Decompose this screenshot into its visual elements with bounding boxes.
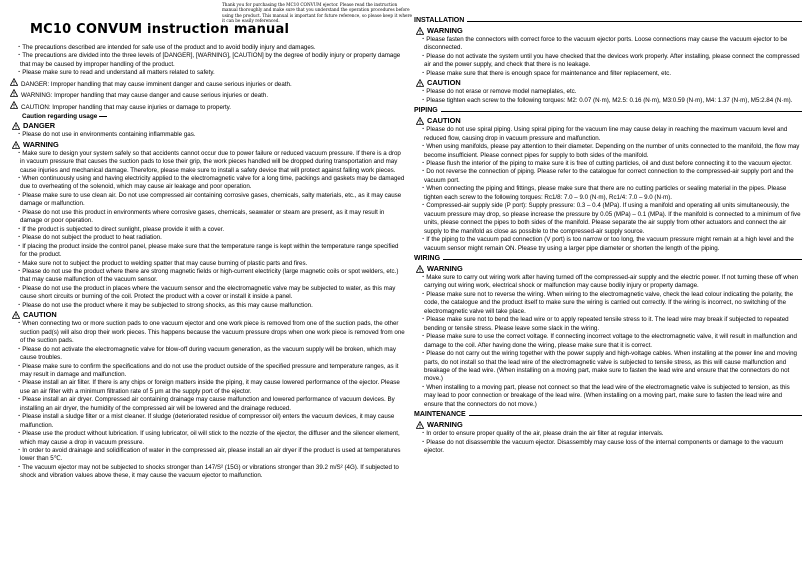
warning-triangle-icon bbox=[10, 101, 18, 109]
piping-caution-item: ・If the piping to the vacuum pad connection (V port) is too narrow or too long, the vacuum pressure might remain at a high level and the vacuum sensor might remain ON. Please try using a larger pipe diameter or shorten the length of the piping. bbox=[420, 236, 794, 252]
intro-item: ・Please make sure to read and understand all matters related to safety. bbox=[16, 69, 215, 77]
warning-triangle-icon bbox=[416, 265, 424, 273]
wiring-warning-item: ・Please make sure not to bend the lead wire or to apply repeated tensile stress to it. The lead wire may break if subjected to repeated bending or tensile stress. Please leave some slack in the wiring. bbox=[420, 316, 789, 332]
wiring-warning-label: WARNING bbox=[414, 264, 802, 274]
warning-item: ・Please do not use the product in places where the vacuum sensor and the electromagnetic valve may be subjected to water, as this may cause short circuits or burning of the coil. Protect the product with a cover or install it inside a panel. bbox=[16, 284, 396, 301]
piping-caution-item: ・When using manifolds, please pay attention to their diameter. Depending on the number of units connected to the manifold, the flow may become insufficient. Please connect pipes for supply to both sides of the manifold. bbox=[420, 143, 800, 159]
piping-heading: PIPING bbox=[414, 105, 802, 116]
installation-warning-item: ・Please do not activate the system until you have checked that the devices work properly. After installing, please connect the compressed air and the power supply, and check that there is no leakage. bbox=[420, 52, 800, 69]
left-column bbox=[10, 0, 412, 481]
warning-item: ・Make sure to design your system safely so that accidents cannot occur due to power failure or reduced vacuum pressure. If there is a drop in vacuum pressure that causes the suction pads to lose their grip, the work pieces handled will be dropped during transportation and may cause injuries and mechanical damage. Therefore, please make sure to install a safety device that will protect against falling work pieces. bbox=[16, 149, 401, 174]
thanks-note: Thank you for purchasing the MC10 CONVUM ejector. Please read the instruction manual thoroughly and make sure that you understand the operation procedures before using the product. This manual is important for future reference, so please keep it where it can be easily referenced. bbox=[222, 2, 412, 23]
level-danger: DANGER: Improper handling that may cause imminent danger and cause serious injuries or death. bbox=[10, 78, 406, 89]
warning-triangle-icon bbox=[12, 122, 20, 130]
header bbox=[10, 0, 412, 44]
intro bbox=[10, 44, 406, 78]
caution-item: ・The vacuum ejector may not be subjected to shocks stronger than 147/S² (15G) or vibrations stronger than 39.2 m/S² (4G). If subjected to shock and vibration values above these, it may cause the vacuum ejector to malfunction. bbox=[16, 463, 399, 480]
wiring-warning-item: ・When installing to a moving part, please not connect so that the lead wire of the electromagnetic valve is subjected to tension, as this may lead to poor connection or breakage of the lead wire. (When installing on a moving part, make sure to fasten the lead wire and ensure that the connectors do not move.) bbox=[420, 383, 790, 408]
maintenance-warning-item: ・Please do not disassemble the vacuum ejector. Disassembly may cause loss of the internal components or damage to the vacuum ejector. bbox=[420, 438, 784, 455]
warning-item: ・Please do not subject the product to heat radiation. bbox=[16, 234, 162, 242]
warning-triangle-icon bbox=[12, 141, 20, 149]
piping-caution-item: ・When connecting the piping and fittings, please make sure that there are no cutting particles or sealing material in the pipes. Please tighten each screw to the following torques: Rc1/8: 7.0 – 9.0 (N·m), Rc1/4: 7.0 – 9.0 (N·m). bbox=[420, 185, 787, 201]
caution-list bbox=[10, 320, 406, 481]
danger-label: DANGER bbox=[10, 121, 406, 131]
installation-caution-item: ・Please tighten each screw to the following torques: M2: 0.07 (N·m), M2.5: 0.16 (N·m), M3:0.59 (N·m), M4: 1.37 (N·m), M5:2.84 (N·m). bbox=[420, 96, 793, 104]
warning-triangle-icon bbox=[416, 79, 424, 87]
caution-item: ・Please do not activate the electromagnetic valve for blow-off during vacuum generation, as the vacuum supply will be broken, which may cause troubles. bbox=[16, 345, 396, 362]
wiring-warning-item: ・Please make sure not to reverse the wiring. When wiring to the electromagnetic valve, check the lead colour indicating the polarity, the code, the catalogue and the product itself to make sure the wiring is carried out correctly. If the wiring is incorrect, no switching of the electromagnetic valve will take place. bbox=[420, 290, 794, 315]
installation-caution-label: CAUTION bbox=[414, 78, 802, 88]
caution-item: ・In order to avoid drainage and solidification of water in the compressed air, please install an air dryer if the product is used at temperatures lower than 5℃. bbox=[16, 447, 401, 463]
piping-caution-item: ・Do not reverse the connection of piping. Please refer to the catalogue for correct connection to the compressed-air supply port and the vacuum port. bbox=[420, 168, 794, 184]
page-title: MC10 CONVUM instruction manual bbox=[30, 22, 290, 37]
wiring-warning-item: ・Make sure to carry out wiring work after having turned off the compressed-air supply and the electric power. If not turning these off when carrying out wiring work, electrical shock or malfunction may cause bodily injury or property damage. bbox=[420, 273, 799, 290]
wiring-warning-item: ・Please do not carry out the wiring together with the power supply and high-voltage cables. When installing at the power line and moving parts, do not install so that the lead wire of the electromagnetic valve is subjected to tensile stress, as this will cause malfunction and breakage of the lead wire. (When installing on a moving part, make sure to fasten the lead wire and ensure that the connectors do not move.) bbox=[420, 350, 797, 383]
level-warning: WARNING: Improper handling that may cause danger and cause serious injuries or death. bbox=[10, 89, 406, 100]
warning-triangle-icon bbox=[416, 27, 424, 35]
caution-item: ・Please install an air dryer. Compressed air containing drainage may cause malfunction and lowered performance of vacuum devices. By installing an air dryer, the humidity of the compressed air will be lowered and the drainage reduced. bbox=[16, 396, 395, 412]
warning-item: ・Make sure not to subject the product to welding spatter that may cause burning of plastic parts and fires. bbox=[16, 259, 308, 267]
warning-triangle-icon bbox=[12, 311, 20, 319]
caution-item: ・Please install a sludge filter or a mist cleaner. If sludge (deteriorated residue of compressor oil) enters the vacuum devices, it may cause malfunction. bbox=[16, 413, 395, 429]
warning-triangle-icon bbox=[10, 89, 18, 97]
warning-item: ・If the product is subjected to direct sunlight, please provide it with a cover. bbox=[16, 225, 225, 233]
intro-item: ・The precautions are divided into the three levels of [DANGER], [WARNING], [CAUTION] by the degree of bodily injury or property damage that may be caused by improper handling of the product. bbox=[16, 52, 401, 68]
maintenance-warning-label: WARNING bbox=[414, 420, 802, 430]
caution-item: ・Please use the product without lubrication. If using lubricator, oil will stick to the nozzle of the ejector, the diffuser and the silencer element, which may cause a drop in vacuum pressure. bbox=[16, 430, 400, 446]
warning-triangle-icon bbox=[416, 117, 424, 125]
piping-caution-item: ・Please flush the interior of the piping to make sure it is free of cutting particles, oil and dust before connecting it to the vacuum ejector. bbox=[420, 159, 792, 167]
maintenance-warning-item: ・In order to ensure proper quality of the air, please drain the air filter at regular intervals. bbox=[420, 430, 664, 438]
piping-caution-item: ・Please do not use spiral piping. Using spiral piping for the vacuum line may cause delay in reaching the maximum vacuum level and reduced flow, causing drop in vacuum pressure and malfunction. bbox=[420, 126, 788, 142]
piping-caution-label: CAUTION bbox=[414, 116, 802, 126]
warning-item: ・If placing the product inside the control panel, please make sure that the temperature range is kept within the temperature range specified for the product. bbox=[16, 242, 399, 259]
installation-caution-item: ・Please do not erase or remove model nameplates, etc. bbox=[420, 88, 577, 96]
warning-item: ・Please do not use this product in environments where corrosive gases, chemicals, seawater or steam are present, as it may result in damage or poor operation. bbox=[16, 208, 385, 225]
caution-item: ・Please make sure to confirm the specifications and do not use the product outside of the specified pressure and temperature ranges, as it may result in damage and malfunction. bbox=[16, 362, 399, 378]
installation-heading: INSTALLATION bbox=[414, 15, 802, 26]
level-caution: CAUTION: Improper handling that may cause injuries or damage to property. bbox=[10, 101, 406, 112]
danger-item: ・Please do not use in environments containing inflammable gas. bbox=[16, 131, 196, 139]
piping-caution-item: ・Compressed-air supply side (P port): Supply pressure: 0.3 – 0.4 (MPa). If using a manifold and operating all units simultaneously, the vacuum pressure may drop, so please increase the pressure by 0.05 (MPa) – 0.1 (MPa). If the manifold is connected to a minimum of five units, please connect the pipes to both sides of the manifold. Please separate the air supply from other actuators and connect the air supply to the manifold as close as possible to the compressed-air supply source. bbox=[420, 202, 801, 235]
warning-item: ・Please make sure to use clean air. Do not use compressed air containing corrosive gases, chemicals, salty materials, etc., as it may cause damage or malfunction. bbox=[16, 191, 402, 208]
usage-heading: Caution regarding usage bbox=[10, 112, 406, 121]
warning-triangle-icon bbox=[10, 78, 18, 86]
caution-item: ・When connecting two or more suction pads to one vacuum ejector and one work piece is removed from one of the suction pads, the other suction pad(s) will also drop their work pieces. This happens because the vacuum pressure drops when one work piece is removed from one of the suction pads. bbox=[16, 320, 405, 345]
warning-item: ・Please do not use the product where it may be subjected to strong shocks, as this may cause malfunction. bbox=[16, 301, 313, 309]
warning-label: WARNING bbox=[10, 140, 406, 150]
level-list bbox=[10, 78, 406, 112]
warning-item: ・When continuously using and having electricity applied to the electromagnetic valve for a long time, packings and gaskets may be damaged due to overheating of the solenoid, which may cause air leakage and poor operation. bbox=[16, 174, 405, 191]
caution-item: ・Please install an air filter. If there is any chips or foreign matters inside the piping, it may cause lowered performance of the ejector. Please use an air filter with a minimum filtration rate of 5 μm at the supply port of the ejector. bbox=[16, 379, 400, 395]
wiring-warning-item: ・Please make sure to use the correct voltage. If connecting incorrect voltage to the electromagnetic valve, it will result in malfunction and damage to the coil. After having done the wiring, please make sure that it is correct. bbox=[420, 333, 797, 349]
warning-triangle-icon bbox=[416, 421, 424, 429]
right-column bbox=[414, 0, 802, 456]
installation-warning-item: ・Please fasten the connectors with correct force to the vacuum ejector ports. Loose connections may cause the vacuum ejector to be disconnected. bbox=[420, 36, 788, 52]
installation-warning-label: WARNING bbox=[414, 26, 802, 36]
warning-item: ・Please do not use the product where there are strong magnetic fields or high-current electricity (large magnetic coils or spot welders, etc.) that may cause malfunction of the vacuum sensor. bbox=[16, 267, 399, 284]
caution-label: CAUTION bbox=[10, 310, 406, 320]
maintenance-heading: MAINTENANCE bbox=[414, 409, 802, 420]
intro-item: ・The precautions described are intended for safe use of the product and to avoid bodily injury and damages. bbox=[16, 44, 316, 51]
installation-warning-item: ・Please make sure that there is enough space for maintenance and filter replacement, etc. bbox=[420, 69, 672, 77]
warning-list bbox=[10, 150, 406, 311]
wiring-heading: WIRING bbox=[414, 253, 802, 264]
